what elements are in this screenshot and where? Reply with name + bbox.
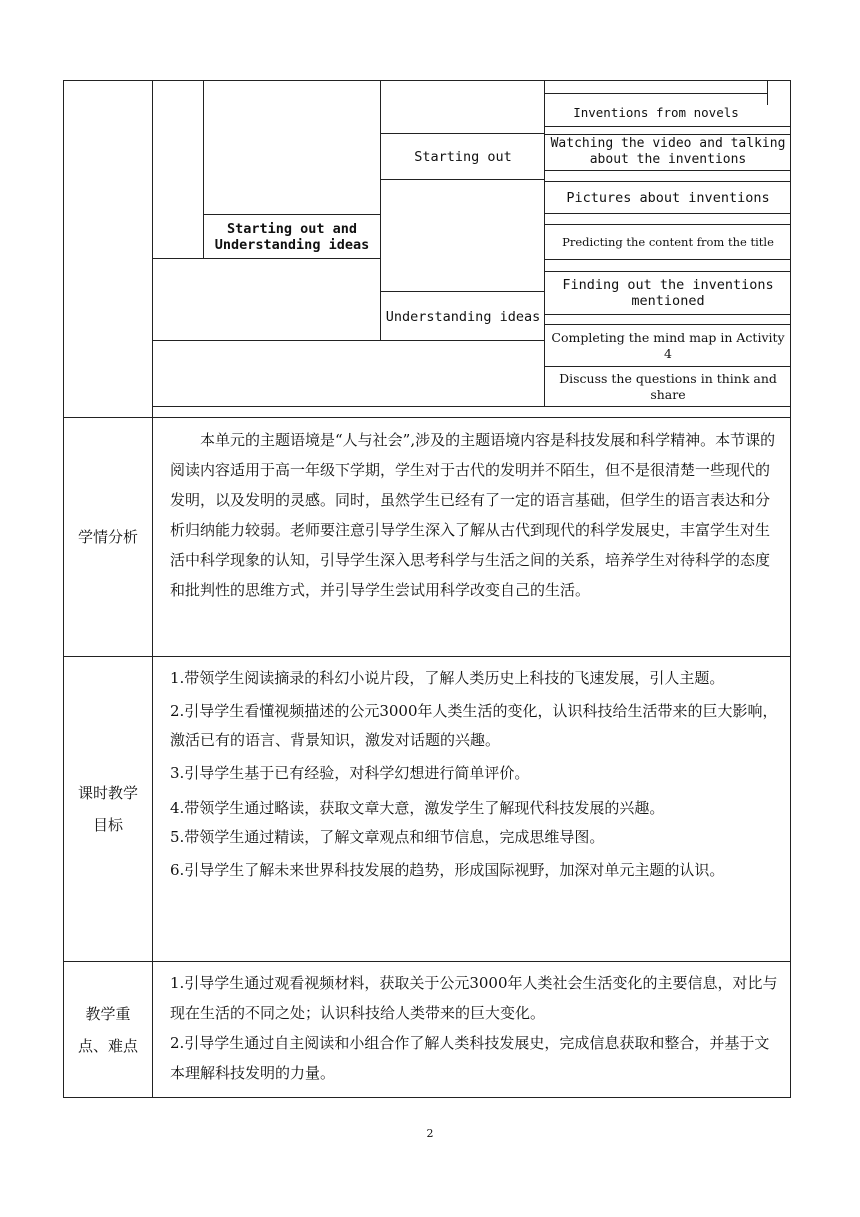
nested-divider-c [544,80,545,406]
starting-out-cell: Starting out [414,148,512,165]
nested-hline-7 [380,291,545,292]
row-divider-2 [63,656,791,657]
activity-line-2 [544,126,791,127]
learning-analysis-label: 学情分析 [77,528,138,546]
key-point-item-2: 2.引导学生通过自主阅读和小组合作了解人类科技发展史，完成信息获取和整合，并基于文本理解科技发明的力量。 [170,1034,770,1082]
nested-hline-4 [152,406,791,407]
activity-finding-out: Finding out the inventions mentioned [562,277,774,309]
activity-line-6 [544,213,791,214]
activity-inventions-from-novels: Inventions from novels [573,105,739,120]
row-divider-1 [63,417,791,418]
table-border-right [790,80,791,1097]
nested-divider-a [203,80,204,258]
objective-item-6: 6.引导学生了解未来世界科技发展的趋势，形成国际视野，加深对单元主题的认识。 [170,861,725,879]
nested-hline-2 [152,258,381,259]
objective-item-1: 1.带领学生阅读摘录的科幻小说片段，了解人类历史上科技的飞速发展，引人主题。 [170,669,725,687]
row-divider-3 [63,961,791,962]
activity-mind-map: Completing the mind map in Activity 4 [551,329,785,361]
nested-divider-d [767,80,768,105]
activity-line-8 [544,259,791,260]
objective-item-4: 4.带领学生通过略读，获取文章大意，激发学生了解现代科技发展的兴趣。 [170,799,665,817]
activity-discuss: Discuss the questions in think and share [559,370,777,402]
objectives-label: 课时教学目标 [77,784,138,834]
understanding-ideas-cell: Understanding ideas [385,308,541,325]
activity-watching-video: Watching the video and talking about the inventions [550,136,786,167]
nested-hline-6 [380,179,545,180]
activity-pictures: Pictures about inventions [566,189,770,206]
key-points-list [170,968,780,1088]
page-number: 2 [426,1127,434,1140]
table-border-top [63,80,791,81]
activity-predicting: Predicting the content from the title [562,235,774,249]
key-points-label: 教学重点、难点 [77,1004,138,1055]
objective-item-3: 3.引导学生基于已有经验，对科学幻想进行简单评价。 [170,764,530,782]
nested-divider-b [380,80,381,340]
learning-analysis-paragraph: 本单元的主题语境是“人与社会”,涉及的主题语境内容是科技发展和科学精神。本节课的阅读内容适用于高一年级下学期，学生对于古代的发明并不陌生，但不是很清楚一些现代的发明，以及发明的灵感。同时，虽然学生已经有了一定的语言基础，但学生的语言表达和分析归纳能力较弱。老师要注意引导学生深入了解从古代到现代的科学发展史，丰富学生对生活中科学现象的认知，引导学生深入思考科学与生活之间的关系，培养学生对待科学的态度和批判性的思维方式，并引导学生尝试用科学改变自己的生活。 [170,431,776,599]
activity-line-4 [544,170,791,171]
nested-hline-3 [152,340,545,341]
objectives-list [170,664,780,885]
starting-out-understanding-cell: Starting out and Understanding ideas [214,221,370,253]
objective-item-2: 2.引导学生看懂视频描述的公元3000年人类生活的变化，认识科技给生活带来的巨大影响，激活已有的语言、背景知识，激发对话题的兴趣。 [170,702,778,749]
table-border-bottom [63,1097,791,1098]
nested-hline-1 [203,214,381,215]
objective-item-5: 5.带领学生通过精读，了解文章观点和细节信息，完成思维导图。 [170,828,605,846]
activity-line-10 [544,314,791,315]
label-column-divider [152,80,153,1097]
learning-analysis-text [170,425,780,605]
activity-line-1 [544,93,767,94]
key-point-item-1: 1.引导学生通过观看视频材料，获取关于公元3000年人类社会生活变化的主要信息，对比与现在生活的不同之处；认识科技给人类带来的巨大变化。 [170,974,778,1022]
